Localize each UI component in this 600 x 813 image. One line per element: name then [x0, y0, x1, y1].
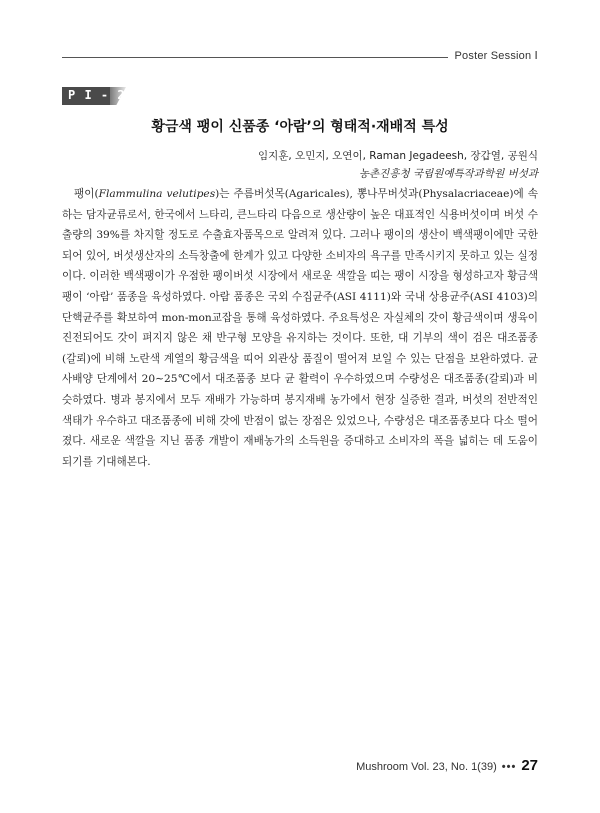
session-tag: [62, 87, 126, 105]
page-footer: [356, 757, 538, 774]
abstract-text-start: 팽이(: [74, 188, 99, 200]
article-title: 황금색 팽이 신품종 ‘아람’의 형태적·재배적 특성: [151, 119, 449, 135]
header-rule: [62, 57, 448, 58]
page-number: 27: [521, 757, 538, 774]
species-name: Flammulina velutipes: [98, 188, 216, 200]
affiliation: 농촌진흥청 국립원예특작과학원 버섯과: [358, 168, 538, 180]
abstract-body: [62, 184, 538, 472]
section-label: Poster Session Ⅰ: [454, 50, 538, 62]
footer-dots: •••: [501, 761, 517, 773]
author-list: 임지훈, 오민지, 오연이, Raman Jegadeesh, 장갑열, 공원식: [257, 150, 538, 162]
abstract-text-rest: )는 주름버섯목(Agaricales), 뽕나무버섯과(Physalacriaceae)에 속하는 담자균류로서, 한국에서 느타리, 큰느타리 다음으로 생산량이 높은 대표적인 식용버섯이며 버섯 수출량의 39%를 차지할 정도로 수출효자품목으로 알려져 있다. 그러나 팽이의 생산이 백색팽이에만 국한되어 있어, 버섯생산자의 소득창출에 한계가 있고 다양한 소비자의 욕구를 만족시키지 못하고 있는 실정이다. 이러한 백색팽이가 우점한 팽이버섯 시장에서 새로운 색깔을 띠는 팽이 시장을 형성하고자 황금색 팽이 ‘아람’ 품종을 육성하였다. 아람 품종은 국외 수집균주(ASI 4111)와 국내 상용균주(ASI 4103)의 단핵균주를 확보하여 mon-mon교잡을 통해 육성하였다. 주요특성은 자실체의 갓이 황금색이며 생육이 진전되어도 갓이 펴지지 않은 채 반구형 모양을 유지하는 것이다. 또한, 대 기부의 색이 검은 대조품종(갈뢰)에 비해 노란색 계열의 황금색을 띠어 외관상 품질이 떨어져 보일 수 있는 단점을 보완하였다. 균사배양 단계에서 20∼25℃에서 대조품종 보다 균 활력이 우수하였으며 수량성은 대조품종(갈뢰)과 비슷하였다. 병과 봉지에서 모두 재배가 가능하며 봉지재배 농가에서 현장 실증한 결과, 버섯의 전반적인 색태가 우수하고 대조품종에 비해 갓에 반점이 없는 장점은 있었으나, 수량성은 대조품종보다 다소 떨어졌다. 새로운 색깔을 지닌 품종 개발이 재배농가의 소득원을 증대하고 소비자의 폭을 넓히는 데 도움이 되기를 기대해본다.: [62, 188, 538, 468]
journal-citation: Mushroom Vol. 23, No. 1(39): [356, 761, 497, 773]
session-tag-label: P I - 2: [68, 88, 126, 102]
